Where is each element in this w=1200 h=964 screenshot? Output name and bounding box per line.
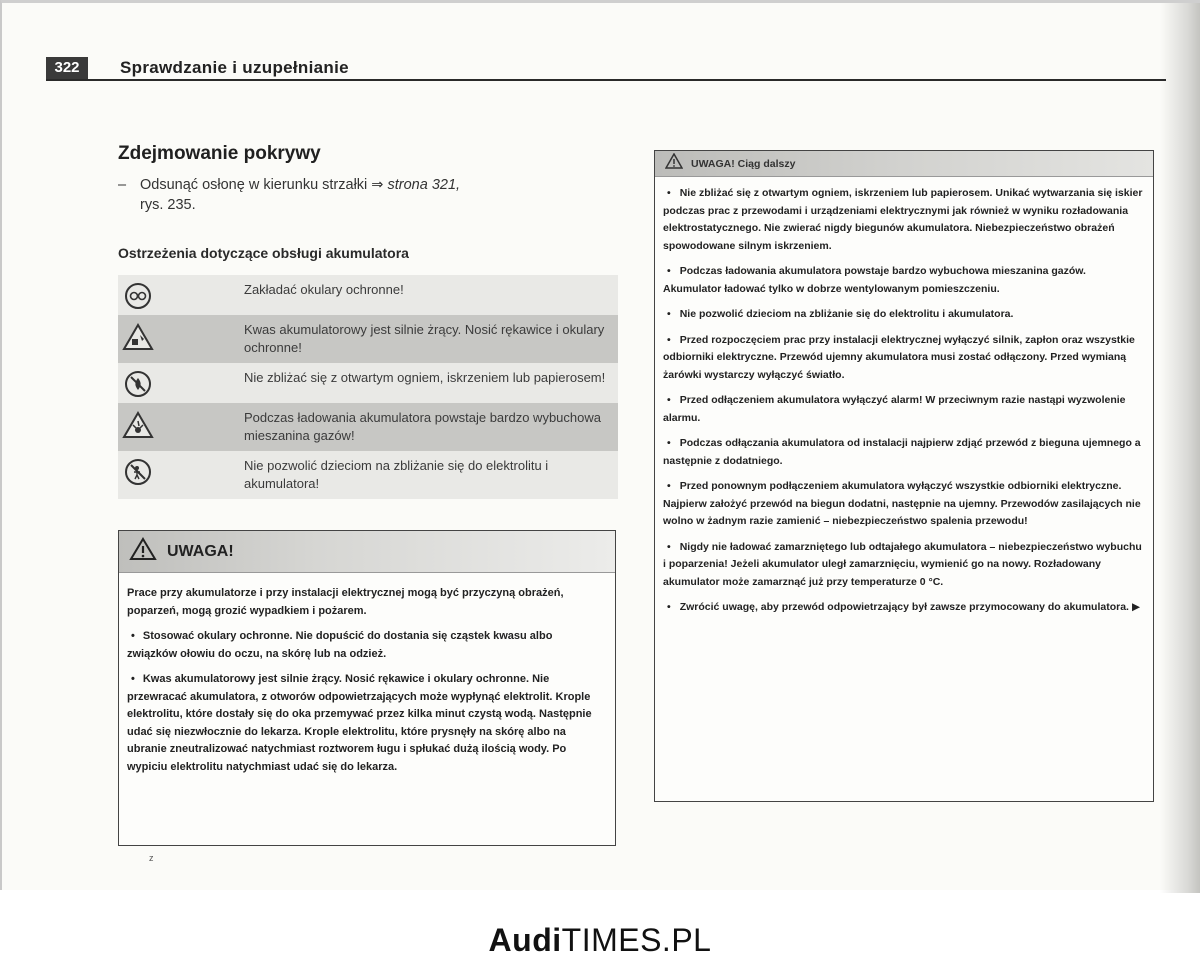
warning-box	[118, 530, 616, 846]
step-dash: –	[118, 177, 127, 193]
chapter-title: Sprawdzanie i uzupełnianie	[120, 58, 349, 77]
page-reference-link[interactable]: strona 321,	[387, 177, 461, 193]
warning-bullet: • Stosować okulary ochronne. Nie dopuścić do dostania się cząstek kwasu albo związków ołowiu do oczu, na skórę lub na odzież.	[127, 628, 605, 663]
section-title: Zdejmowanie pokrywy	[118, 143, 321, 164]
warning-box-body	[119, 573, 615, 776]
warning-continued-box	[654, 150, 1154, 802]
warning-bullet-last: • Zwrócić uwagę, aby przewód odpowietrzający był zawsze przymocowany do akumulatora. ▶	[663, 599, 1143, 617]
warning-bullet: • Przed rozpoczęciem prac przy instalacji elektrycznej wyłączyć silnik, zapłon oraz wszystkie odbiorniki elektryczne. Przewód ujemny akumulatora musi zostać odłączony. Przed wymianą żarówki wystarczy wyłączyć światło.	[663, 332, 1143, 385]
explosive-icon	[118, 409, 158, 439]
page-header	[46, 55, 1166, 81]
warning-intro: Prace przy akumulatorze i przy instalacji elektrycznej mogą być przyczyną obrażeń, poparzeń, mogą grozić wypadkiem i pożarem.	[127, 587, 564, 617]
warning-row	[118, 363, 618, 403]
warning-row	[118, 451, 618, 499]
warning-box-label: UWAGA!	[167, 542, 234, 560]
warning-text: Nie zbliżać się z otwartym ogniem, iskrzeniem lub papierosem!	[244, 370, 606, 385]
footnote-mark: z	[149, 853, 154, 863]
warnings-title: Ostrzeżenia dotyczące obsługi akumulatora	[118, 245, 409, 261]
warning-bullet: • Nie pozwolić dzieciom na zbliżanie się do elektrolitu i akumulatora.	[663, 306, 1143, 324]
brand-times: TIMES.PL	[561, 922, 712, 958]
warning-bullet: • Przed odłączeniem akumulatora wyłączyć alarm! W przeciwnym razie nastąpi wyzwolenie alarmu.	[663, 392, 1143, 427]
warning-continued-header	[655, 151, 1153, 177]
warning-bullet: • Podczas ładowania akumulatora powstaje bardzo wybuchowa mieszanina gazów. Akumulator ładować tylko w dobrze wentylowanym pomieszczeniu.	[663, 263, 1143, 298]
instruction-step	[118, 175, 618, 215]
left-column	[118, 143, 618, 499]
warning-bullet: • Nigdy nie ładować zamarzniętego lub odtajałego akumulatora – niebezpieczeństwo wybuchu i poparzenia! Jeżeli akumulator uległ zamarznięciu, wymienić go na nowy. Rozładowany akumulator może zamarznąć już przy temperaturze 0 °C.	[663, 539, 1143, 592]
brand-audi: Audi	[488, 922, 562, 958]
warning-bullet: • Nie zbliżać się z otwartym ogniem, iskrzeniem lub papierosem. Unikać wytwarzania się iskier podczas prac z przewodami i urządzeniami elektrycznymi jak również w wyniku rozładowania elektrostatycznego. Nie zwierać nigdy biegunów akumulatora. Niebezpieczeństwo obrażeń spowodowane silnym iskrzeniem.	[663, 185, 1143, 255]
keep-children-away-icon	[118, 457, 158, 485]
warning-triangle-icon	[129, 537, 157, 566]
site-watermark	[0, 922, 1200, 959]
page-number: 322	[46, 57, 88, 79]
warning-row	[118, 403, 618, 451]
warning-continued-label: UWAGA! Ciąg dalszy	[691, 157, 796, 170]
warning-continued-body	[655, 177, 1153, 617]
page-edge-shadow	[1160, 3, 1200, 893]
warning-row	[118, 275, 618, 315]
warning-text: Zakładać okulary ochronne!	[244, 282, 404, 297]
warning-row	[118, 315, 618, 363]
warning-bullet: • Podczas odłączania akumulatora od instalacji najpierw zdjąć przewód z bieguna ujemnego a następnie z dodatniego.	[663, 435, 1143, 470]
goggles-icon	[118, 281, 158, 309]
acid-hazard-icon	[118, 321, 158, 351]
warning-bullet: • Kwas akumulatorowy jest silnie żrący. Nosić rękawice i okulary ochronne. Nie przewracać akumulatora, z otworów odpowietrzających może wypłynąć elektrolit. Krople elektrolitu, które dostały się do oka przemywać przez kilka minut czystą wodą. Następnie udać się niezwłocznie do lekarza. Krople elektrolitu, które prysnęły na skórę albo na ubranie zneutralizować natychmiast roztworem ługu i spłukać dużą ilością wody. Po wypiciu elektrolitu natychmiast udać się do lekarza.	[127, 671, 605, 776]
warning-text: Podczas ładowania akumulatora powstaje bardzo wybuchowa mieszanina gazów!	[244, 410, 601, 443]
warning-text: Nie pozwolić dzieciom na zbliżanie się do elektrolitu i akumulatora!	[244, 458, 549, 491]
continue-arrow-icon: ▶	[1131, 601, 1141, 613]
warning-text: Kwas akumulatorowy jest silnie żrący. Nosić rękawice i okulary ochronne!	[244, 322, 605, 355]
step-text: Odsunąć osłonę w kierunku strzałki ⇒ strona 321, rys. 235.	[140, 177, 461, 213]
warning-symbols-table	[118, 275, 618, 499]
warning-bullet: • Przed ponownym podłączeniem akumulatora wyłączyć wszystkie odbiorniki elektryczne. Najpierw założyć przewód na biegun dodatni, następnie na ujemny. Przewodów zasilających nie wolno w żadnym razie zamienić – niebezpieczeństwo spalenia przewodu!	[663, 478, 1143, 531]
no-fire-icon	[118, 369, 158, 397]
warning-triangle-icon	[665, 153, 683, 174]
warning-box-header	[119, 531, 615, 573]
